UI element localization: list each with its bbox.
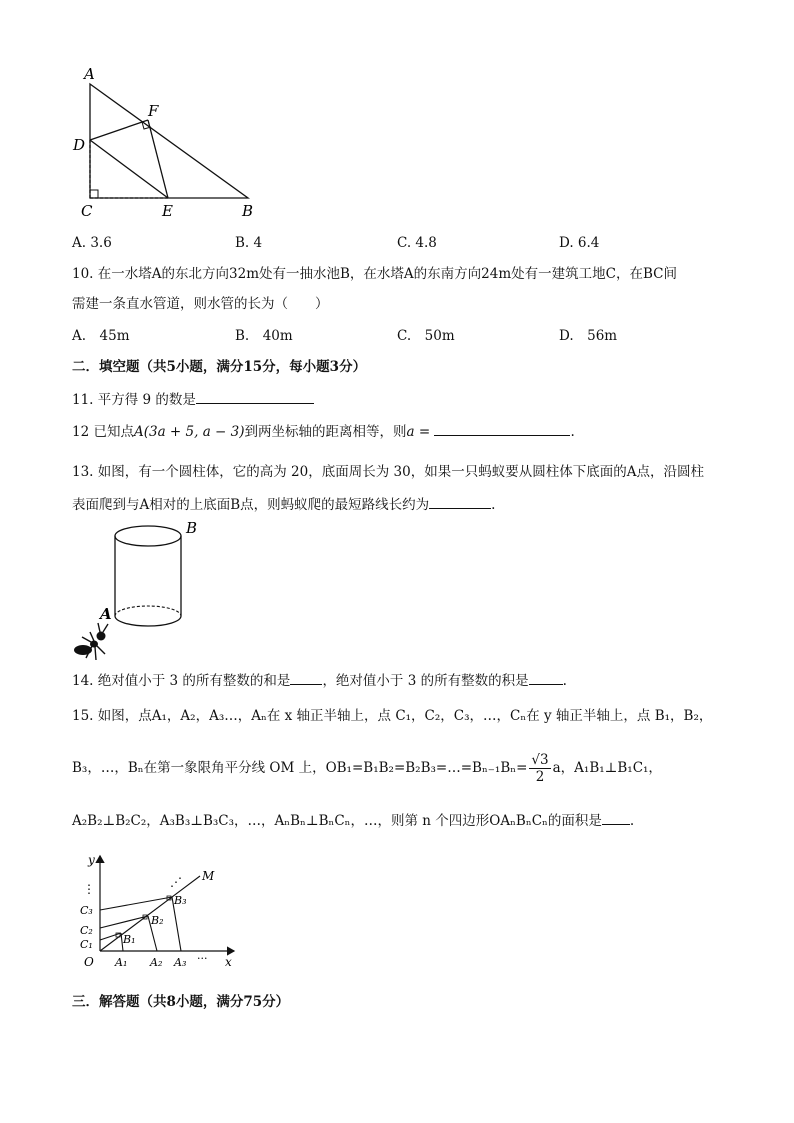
ray-ellipsis: ⋰ xyxy=(170,875,182,889)
q10-option-a: A. 45m xyxy=(72,328,130,344)
label-c: C xyxy=(81,202,93,220)
q13-answer-blank xyxy=(429,494,491,509)
q12-answer-blank xyxy=(434,421,570,436)
q15-frac-num: √3 xyxy=(531,751,549,768)
segment-c3b3 xyxy=(100,897,172,910)
label-a: A xyxy=(100,605,112,623)
q15-line2 xyxy=(72,748,662,788)
cylinder-bottom-back-dashed xyxy=(115,606,181,616)
q9-option-c: C. 4.8 xyxy=(397,235,437,251)
q9-option-d: D. 6.4 xyxy=(559,235,600,251)
q9-triangle-figure xyxy=(70,64,270,224)
label-a3: A₃ xyxy=(174,956,187,969)
right-angle-mark-c xyxy=(90,190,98,198)
label-y: y xyxy=(88,853,95,867)
label-b3: B₃ xyxy=(174,894,187,907)
section2-title: 二．填空题（共5小题，满分15分，每小题3分） xyxy=(72,359,367,375)
q13-line2-text: 表面爬到与A相对的上底面B点，则蚂蚁爬的最短路线长约为 xyxy=(72,497,430,513)
cylinder-top-ellipse xyxy=(115,526,181,546)
label-e: E xyxy=(162,202,173,220)
label-f: F xyxy=(148,102,159,120)
q14-question xyxy=(72,670,567,691)
q10-option-d: D. 56m xyxy=(559,328,618,344)
ant-icon xyxy=(74,623,108,660)
q12-suffix: . xyxy=(570,424,575,440)
q9-option-b: B. 4 xyxy=(235,235,263,251)
x-axis-ellipsis: ··· xyxy=(197,952,208,965)
segment-df xyxy=(90,120,148,140)
q12-point-expr: A(3a + 5, a − 3) xyxy=(133,424,245,440)
q14-part2: ，绝对值小于 3 的所有整数的积是 xyxy=(322,673,529,689)
y-axis-ellipsis: ⋮ xyxy=(83,882,95,896)
label-b: B xyxy=(186,519,198,537)
segment-de xyxy=(90,140,168,198)
label-m: M xyxy=(202,869,215,883)
q10-line1: 10. 在一水塔A的东北方向32m处有一抽水池B，在水塔A的东南方向24m处有一建筑工地C，在BC间 xyxy=(72,266,677,282)
label-a: A xyxy=(84,65,95,83)
label-c2: C₂ xyxy=(80,924,93,937)
q13-line1: 13. 如图，有一个圆柱体，它的高为 20，底面周长为 30，如果一只蚂蚁要从圆柱体下底面的A点，沿圆柱 xyxy=(72,464,704,480)
section3-title: 三．解答题（共8小题，满分75分） xyxy=(72,994,290,1010)
q15-line3 xyxy=(72,810,634,831)
q14-sum-blank xyxy=(290,670,322,685)
q9-option-a: A. 3.6 xyxy=(72,235,112,251)
q15-line3-end: . xyxy=(629,813,635,829)
label-b2: B₂ xyxy=(151,914,164,927)
q15-line3-text: A₂B₂⊥B₂C₂，A₃B₃⊥B₃C₃，…，AₙBₙ⊥BₙCₙ，…，则第 n 个四边形OAₙBₙCₙ的面积是 xyxy=(72,813,602,829)
q15-answer-blank xyxy=(602,810,630,825)
label-b: B xyxy=(242,202,254,220)
segment-c1b1 xyxy=(100,933,121,940)
q13-line2 xyxy=(72,494,495,515)
ray-om xyxy=(100,876,200,951)
q15-coordinate-figure xyxy=(70,850,250,974)
triangle-abc xyxy=(90,84,248,198)
label-a1: A₁ xyxy=(115,956,128,969)
q13-cylinder-figure xyxy=(70,516,210,666)
q15-line2-b: a，A₁B₁⊥B₁C₁， xyxy=(552,760,662,776)
q10-option-c: C. 50m xyxy=(397,328,455,344)
label-c1: C₁ xyxy=(80,938,93,951)
q15-line2-a: B₃，…，Bₙ在第一象限角平分线 OM 上，OB₁=B₁B₂=B₂B₃=…=Bₙ₋₁Bₙ= xyxy=(72,760,528,776)
q11-question xyxy=(72,389,314,410)
q14-end: . xyxy=(562,673,567,689)
q11-text: 11. 平方得 9 的数是 xyxy=(72,392,196,408)
segment-fe xyxy=(148,120,168,198)
q14-part1: 14. 绝对值小于 3 的所有整数的和是 xyxy=(72,673,291,689)
q12-prefix: 12 已知点 xyxy=(72,424,134,440)
label-c3: C₃ xyxy=(80,904,93,917)
q10-line2: 需建一条直水管道，则水管的长为（ ） xyxy=(72,296,329,312)
label-b1: B₁ xyxy=(123,933,136,946)
q14-product-blank xyxy=(529,670,563,685)
q15-line1: 15. 如图，点A₁，A₂，A₃…，Aₙ在 x 轴正半轴上，点 C₁，C₂，C₃，…，Cₙ在 y 轴正半轴上，点 B₁，B₂， xyxy=(72,708,713,724)
label-o: O xyxy=(84,955,94,969)
q12-var: a = xyxy=(406,424,431,440)
q13-line2-end: . xyxy=(491,497,496,513)
cylinder-bottom-front xyxy=(115,616,181,626)
q15-frac-den: 2 xyxy=(535,768,545,785)
q11-answer-blank xyxy=(196,389,314,404)
q12-middle: 到两坐标轴的距离相等，则 xyxy=(244,424,407,440)
q12-question xyxy=(72,421,575,442)
label-d: D xyxy=(73,136,86,154)
segment-c2b2 xyxy=(100,916,148,928)
q10-option-b: B. 40m xyxy=(235,328,293,344)
label-x: x xyxy=(225,955,232,969)
q15-fraction xyxy=(529,752,550,785)
label-a2: A₂ xyxy=(150,956,163,969)
